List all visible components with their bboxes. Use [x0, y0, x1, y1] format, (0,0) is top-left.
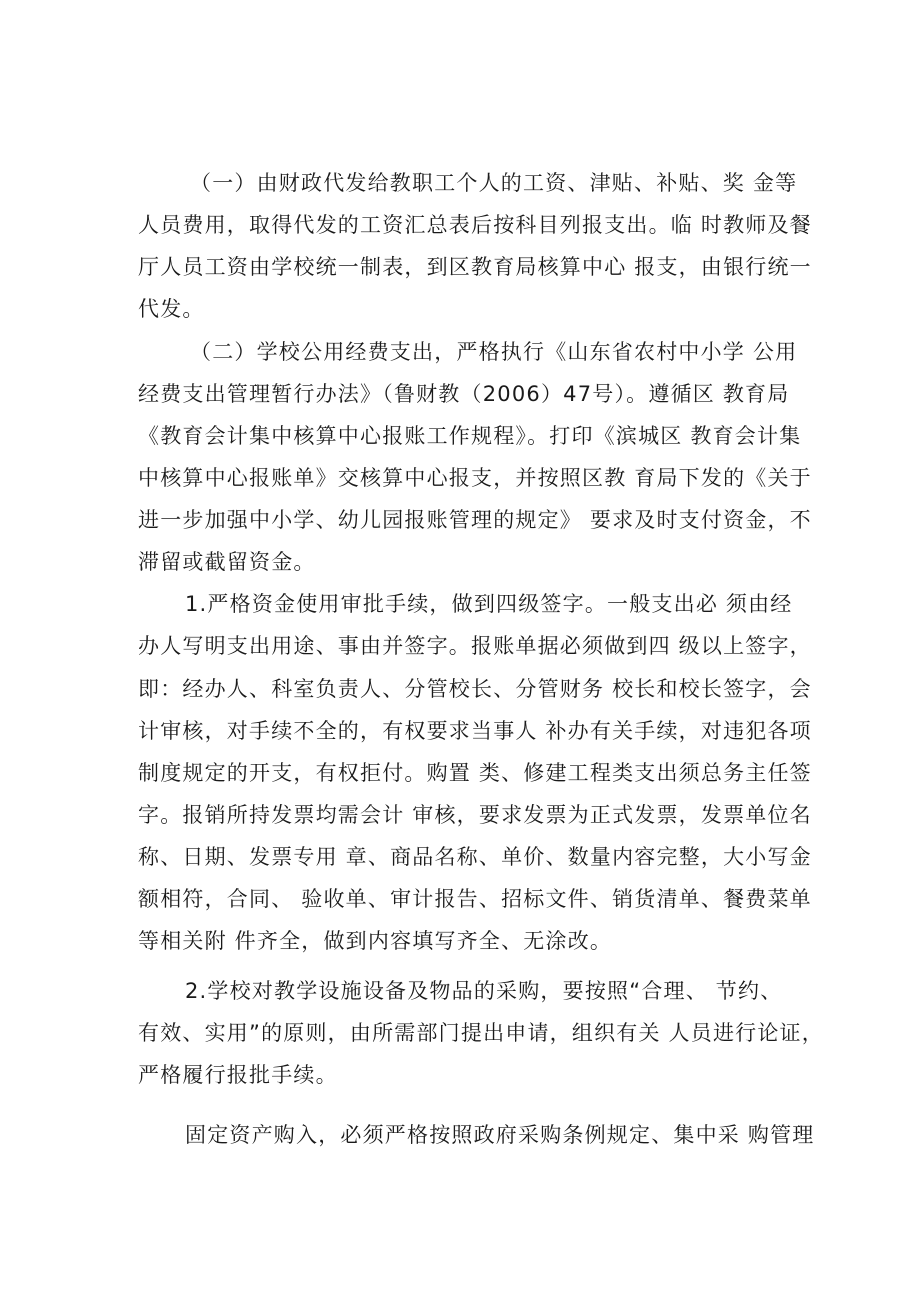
text-line: 字。报销所持发票均需会计 审核，要求发票为正式发票，发票单位名: [138, 803, 812, 827]
text-line: 经费支出管理暂行办法》（鲁财教（2006）47号）。遵循区 教育局: [138, 382, 790, 406]
text-line: 即：经办人、科室负责人、分管校长、分管财务 校长和校长签字，会: [138, 677, 812, 701]
text-line: （一）由财政代发给教职工个人的工资、津贴、补贴、奖 金等: [190, 171, 798, 195]
text-line: 办人写明支出用途、事由并签字。报账单据必须做到四 级以上签字，: [138, 634, 812, 658]
text-line: 1.严格资金使用审批手续，做到四级签字。一般支出必 须由经: [185, 592, 793, 616]
text-line: 固定资产购入，必须严格按照政府采购条例规定、集中采 购管理: [185, 1123, 815, 1147]
text-line: （二）学校公用经费支出，严格执行《山东省农村中小学 公用: [190, 340, 798, 364]
text-line: 代发。: [138, 297, 205, 321]
text-line: 有效、实用”的原则，由所需部门提出申请，组织有关 人员进行论证，: [138, 1021, 824, 1045]
text-line: 人员费用，取得代发的工资汇总表后按科目列报支出。临 时教师及餐: [138, 213, 812, 237]
text-line: 等相关附 件齐全，做到内容填写齐全、无涂改。: [138, 929, 613, 953]
text-line: 进一步加强中小学、幼儿园报账管理的规定》 要求及时支付资金，不: [138, 508, 812, 532]
text-line: 额相符，合同、 验收单、审计报告、招标文件、销货清单、餐费菜单: [138, 887, 812, 911]
text-line: 严格履行报批手续。: [138, 1063, 338, 1087]
text-line: 计审核，对手续不全的，有权要求当事人 补办有关手续，对违犯各项: [138, 719, 812, 743]
text-line: 厅人员工资由学校统一制表，到区教育局核算中心 报支，由银行统一: [138, 255, 812, 279]
text-line: 称、日期、发票专用 章、商品名称、单价、数量内容完整，大小写金: [138, 845, 812, 869]
text-line: 制度规定的开支，有权拒付。购置 类、修建工程类支出须总务主任签: [138, 761, 812, 785]
text-line: 滞留或截留资金。: [138, 550, 316, 574]
text-line: 中核算中心报账单》交核算中心报支，并按照区教 育局下发的《关于: [138, 466, 812, 490]
text-line: 2.学校对教学设施设备及物品的采购，要按照“合理、 节约、: [185, 979, 783, 1003]
text-line: 《教育会计集中核算中心报账工作规程》。打印《滨城区 教育会计集: [138, 424, 802, 448]
